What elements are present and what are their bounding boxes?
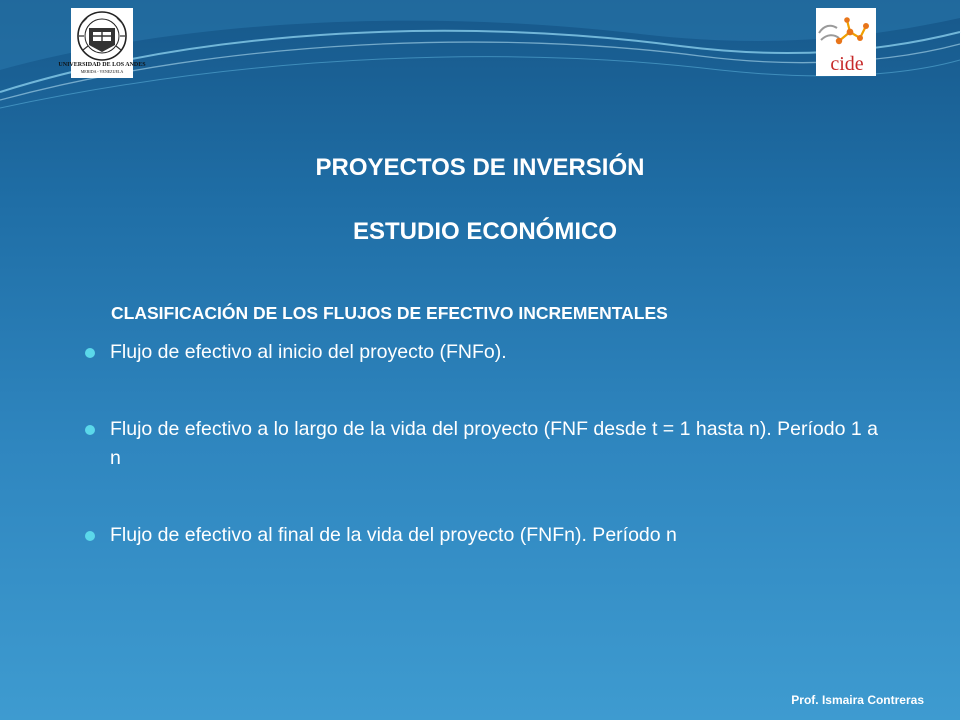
bullet-list <box>83 338 878 550</box>
cide-logo-text: cide <box>830 53 864 75</box>
bullet-text: Flujo de efectivo a lo largo de la vida del proyecto (FNF desde t = 1 hasta n). Período 1 a n <box>110 418 878 469</box>
author-footer: Prof. Ismaira Contreras <box>791 693 924 707</box>
slide-title: PROYECTOS DE INVERSIÓN <box>315 154 645 181</box>
bullet-item-final-cash-flow <box>83 521 878 550</box>
ula-seal-subtext: MERIDA - VENEZUELA <box>80 69 124 74</box>
bullet-item-project-life-cash-flow <box>83 415 878 473</box>
bullet-item-initial-cash-flow <box>83 338 878 367</box>
universidad-de-los-andes-logo <box>58 8 146 78</box>
bullet-dot-icon <box>85 348 95 358</box>
bullet-dot-icon <box>85 531 95 541</box>
ula-seal-text: UNIVERSIDAD DE LOS ANDES <box>58 62 146 68</box>
bullet-dot-icon <box>85 425 95 435</box>
cide-logo <box>816 8 876 76</box>
slide-subtitle: ESTUDIO ECONÓMICO <box>352 218 617 245</box>
bullet-text: Flujo de efectivo al inicio del proyecto (FNFo). <box>110 341 507 363</box>
section-heading: CLASIFICACIÓN DE LOS FLUJOS DE EFECTIVO INCREMENTALES <box>111 303 668 323</box>
bullet-text: Flujo de efectivo al final de la vida del proyecto (FNFn). Período n <box>110 524 677 546</box>
